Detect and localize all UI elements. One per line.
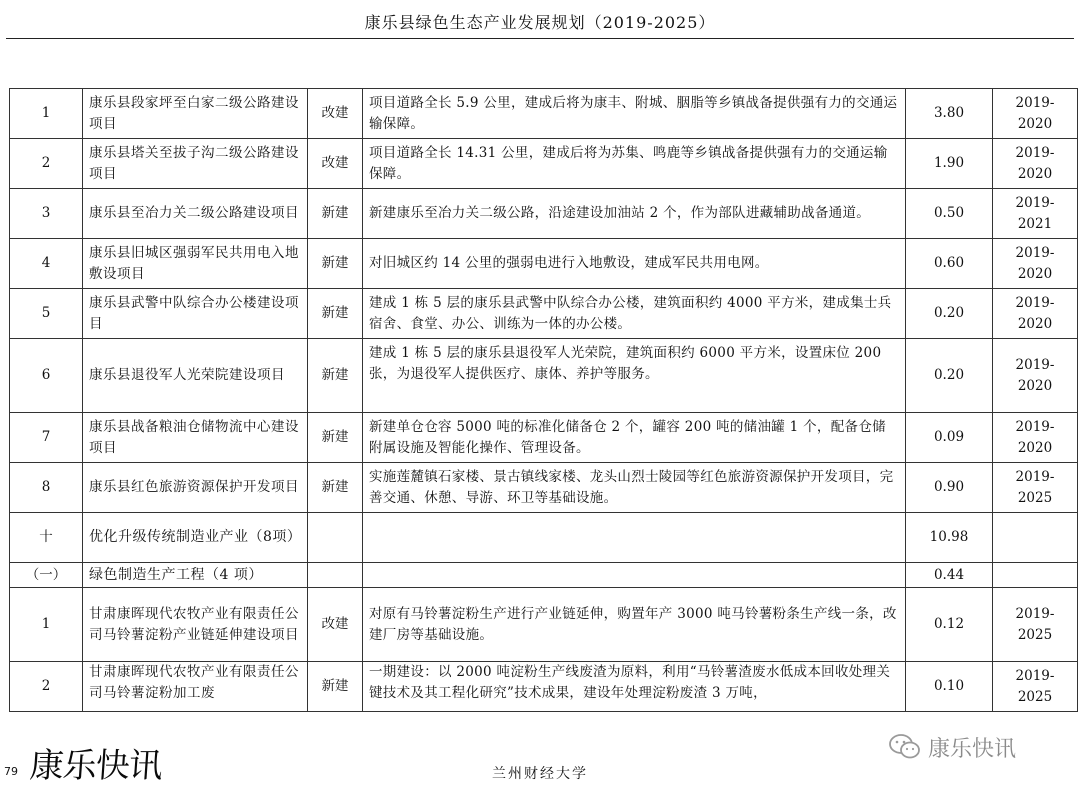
row-number: 2: [10, 139, 83, 189]
project-description: 新建单仓仓容 5000 吨的标准化储备仓 2 个，罐容 200 吨的储油罐 1 个，配备仓储附属设施及智能化操作、管理设备。: [363, 413, 906, 463]
watermark-text: 康乐快讯: [928, 736, 1017, 762]
construction-type: 新建: [308, 239, 363, 289]
project-name: 康乐县退役军人光荣院建设项目: [83, 339, 308, 413]
project-name: 甘肃康晖现代农牧产业有限责任公司马铃薯淀粉产业链延伸建设项目: [83, 588, 308, 662]
project-name: 康乐县红色旅游资源保护开发项目: [83, 463, 308, 513]
table-row: [10, 588, 1078, 662]
header-rule: [6, 38, 1074, 39]
investment-amount: 0.09: [906, 413, 993, 463]
construction-period: 2019-2021: [993, 189, 1078, 239]
construction-period: [993, 563, 1078, 588]
investment-amount: 0.44: [906, 563, 993, 588]
row-number: 8: [10, 463, 83, 513]
investment-amount: 1.90: [906, 139, 993, 189]
project-name: 康乐县武警中队综合办公楼建设项目: [83, 289, 308, 339]
construction-period: 2019-2020: [993, 339, 1078, 413]
construction-type: 改建: [308, 588, 363, 662]
row-number: 7: [10, 413, 83, 463]
construction-type: 新建: [308, 339, 363, 413]
project-name: 康乐县段家坪至白家二级公路建设项目: [83, 89, 308, 139]
investment-amount: 0.50: [906, 189, 993, 239]
project-name: 康乐县战备粮油仓储物流中心建设项目: [83, 413, 308, 463]
subsection-number: （一）: [10, 563, 83, 588]
wechat-icon: [888, 733, 922, 761]
row-number: 6: [10, 339, 83, 413]
table-row: [10, 662, 1078, 712]
project-name: 康乐县旧城区强弱军民共用电入地敷设项目: [83, 239, 308, 289]
investment-amount: 0.20: [906, 289, 993, 339]
project-description: 对旧城区约 14 公里的强弱电进行入地敷设，建成军民共用电网。: [363, 239, 906, 289]
investment-amount: 0.60: [906, 239, 993, 289]
project-description: 一期建设：以 2000 吨淀粉生产线废渣为原料，利用“马铃薯渣废水低成本回收处理关键技术及其工程化研究”技术成果，建设年处理淀粉废渣 3 万吨，: [363, 662, 906, 712]
investment-amount: 0.12: [906, 588, 993, 662]
project-description: 项目道路全长 14.31 公里，建成后将为苏集、鸣鹿等乡镇战备提供强有力的交通运输保障。: [363, 139, 906, 189]
project-description: 建成 1 栋 5 层的康乐县武警中队综合办公楼，建筑面积约 4000 平方米，建成集士兵宿舍、食堂、办公、训练为一体的办公楼。: [363, 289, 906, 339]
project-name: 甘肃康晖现代农牧产业有限责任公司马铃薯淀粉加工废: [83, 662, 308, 712]
table-row: [10, 239, 1078, 289]
construction-period: 2019-2020: [993, 239, 1078, 289]
publisher-logo: 康乐快讯: [28, 746, 164, 786]
construction-type: [308, 513, 363, 563]
project-description: 新建康乐至冶力关二级公路，沿途建设加油站 2 个，作为部队进藏辅助战备通道。: [363, 189, 906, 239]
construction-period: 2019-2020: [993, 89, 1078, 139]
project-description: [363, 513, 906, 563]
page-header-title: 康乐县绿色生态产业发展规划（2019-2025）: [364, 13, 716, 32]
construction-type: 新建: [308, 413, 363, 463]
row-number: 5: [10, 289, 83, 339]
wechat-watermark: [888, 730, 1016, 764]
university-name: 兰州财经大学: [492, 766, 588, 782]
construction-type: 新建: [308, 463, 363, 513]
investment-amount: 0.20: [906, 339, 993, 413]
row-number: 3: [10, 189, 83, 239]
section-name: 优化升级传统制造业产业（8项）: [83, 513, 308, 563]
construction-type: 改建: [308, 89, 363, 139]
construction-period: [993, 513, 1078, 563]
project-name: 康乐县塔关至拔子沟二级公路建设项目: [83, 139, 308, 189]
row-number: 1: [10, 89, 83, 139]
project-description: 对原有马铃薯淀粉生产进行产业链延伸，购置年产 3000 吨马铃薯粉条生产线一条，改建厂房等基础设施。: [363, 588, 906, 662]
section-number: 十: [10, 513, 83, 563]
project-description: 建成 1 栋 5 层的康乐县退役军人光荣院，建筑面积约 6000 平方米，设置床位 200 张，为退役军人提供医疗、康体、养护等服务。: [363, 339, 906, 413]
table-row: [10, 413, 1078, 463]
table-row: [10, 339, 1078, 413]
project-description: 实施莲麓镇石家楼、景古镇线家楼、龙头山烈士陵园等红色旅游资源保护开发项目，完善交通、休憩、导游、环卫等基础设施。: [363, 463, 906, 513]
investment-amount: 0.10: [906, 662, 993, 712]
row-number: 1: [10, 588, 83, 662]
investment-amount: 0.90: [906, 463, 993, 513]
table-row: [10, 139, 1078, 189]
construction-period: 2019-2025: [993, 588, 1078, 662]
table-row: [10, 89, 1078, 139]
project-description: [363, 563, 906, 588]
construction-period: 2019-2020: [993, 289, 1078, 339]
construction-type: 改建: [308, 139, 363, 189]
subsection-row: [10, 563, 1078, 588]
section-row: [10, 513, 1078, 563]
construction-type: 新建: [308, 189, 363, 239]
construction-period: 2019-2020: [993, 139, 1078, 189]
row-number: 4: [10, 239, 83, 289]
table-row: [10, 289, 1078, 339]
project-name: 康乐县至冶力关二级公路建设项目: [83, 189, 308, 239]
table-row: [10, 463, 1078, 513]
construction-type: 新建: [308, 289, 363, 339]
construction-period: 2019-2025: [993, 662, 1078, 712]
project-description: 项目道路全长 5.9 公里，建成后将为康丰、附城、胭脂等乡镇战备提供强有力的交通运输保障。: [363, 89, 906, 139]
construction-period: 2019-2025: [993, 463, 1078, 513]
construction-period: 2019-2020: [993, 413, 1078, 463]
project-table: [9, 88, 1078, 712]
row-number: 2: [10, 662, 83, 712]
subsection-name: 绿色制造生产工程（4 项）: [83, 563, 308, 588]
construction-type: 新建: [308, 662, 363, 712]
page-number: 79: [4, 765, 18, 778]
investment-amount: 3.80: [906, 89, 993, 139]
table-row: [10, 189, 1078, 239]
investment-amount: 10.98: [906, 513, 993, 563]
construction-type: [308, 563, 363, 588]
